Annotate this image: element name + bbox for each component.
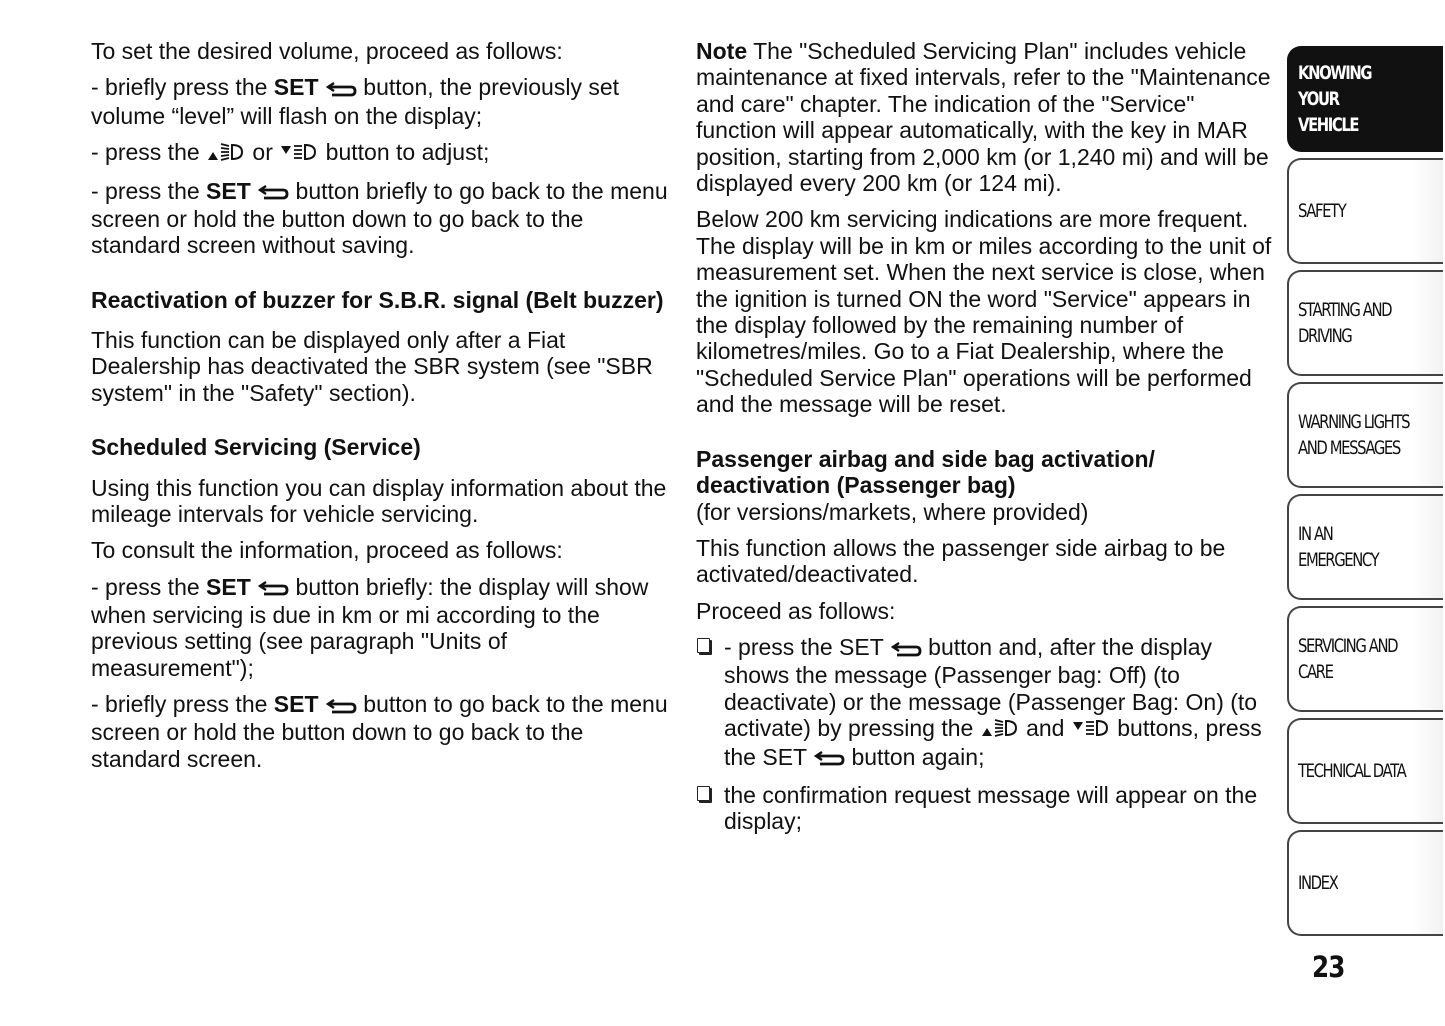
paragraph <box>91 691 671 772</box>
text: button, the previously set volume “level” will flash on the display; <box>91 74 620 129</box>
section-heading: Passenger airbag and side bag activation/ deactivation (Passenger bag) <box>696 445 1155 499</box>
text: button to go back to the menu screen or hold the button down to go back to the standard screen. <box>91 691 668 772</box>
page-number: 23 <box>1312 950 1345 984</box>
set-label: SET <box>206 177 251 204</box>
paragraph: To consult the information, proceed as follows: <box>91 537 563 564</box>
tab-label: TECHNICAL DATA <box>1298 760 1406 782</box>
paragraph <box>91 178 671 259</box>
down-headlight-icon <box>1071 716 1111 743</box>
paragraph: This function allows the passenger side airbag to be activated/deactivated. <box>696 534 1226 588</box>
section-heading: Reactivation of buzzer for S.B.R. signal (Belt buzzer) <box>91 286 664 313</box>
paragraph: This function can be displayed only after a Fiat Dealership has deactivated the SBR system (see "SBR system" in the "Safety" section). <box>91 326 653 406</box>
tab-warning-lights[interactable] <box>1287 382 1443 488</box>
set-return-icon <box>325 693 357 719</box>
text: button to adjust; <box>319 138 490 165</box>
set-return-icon <box>325 76 357 102</box>
up-headlight-icon <box>206 140 246 167</box>
tab-label: SERVICING AND CARE <box>1298 635 1398 683</box>
set-label: SET <box>273 74 319 101</box>
text: - press the <box>91 573 207 600</box>
note-label: Note <box>696 38 748 64</box>
paragraph: To set the desired volume, proceed as follows: <box>91 38 563 64</box>
tab-label: IN AN EMERGENCY <box>1298 523 1379 571</box>
tab-safety[interactable] <box>1287 158 1443 264</box>
section-heading: Scheduled Servicing (Service) <box>91 434 421 461</box>
tab-in-an-emergency[interactable] <box>1287 494 1443 600</box>
tab-label: INDEX <box>1298 872 1338 894</box>
set-return-icon <box>813 745 845 771</box>
set-return-icon <box>890 636 922 662</box>
up-headlight-icon <box>980 716 1020 743</box>
text: buttons, press the SET <box>724 715 1262 770</box>
text: - press the <box>91 177 207 204</box>
checkbox-bullet-icon <box>697 786 710 801</box>
heading-subtitle: (for versions/markets, where provided) <box>696 498 1089 525</box>
text: - press the <box>91 138 207 165</box>
text: button briefly: the display will show when servicing is due in km or mi according to the previous setting (see paragraph "Units of measurement"); <box>91 573 649 681</box>
tab-label: SAFETY <box>1298 200 1346 222</box>
paragraph: Using this function you can display information about the mileage intervals for vehicle servicing. <box>91 474 667 527</box>
text: the confirmation request message will appear on the display; <box>724 781 1258 835</box>
text: or <box>246 138 280 165</box>
left-column <box>91 38 671 782</box>
text: - briefly press the <box>91 74 274 101</box>
tab-knowing-your-vehicle[interactable] <box>1287 46 1443 152</box>
tab-label: STARTING AND DRIVING <box>1298 299 1392 347</box>
tab-label: WARNING LIGHTS AND MESSAGES <box>1298 411 1410 459</box>
right-column <box>696 38 1276 845</box>
paragraph <box>91 574 671 681</box>
text: and <box>1019 715 1071 742</box>
paragraph: Below 200 km servicing indications are more frequent. The display will be in km or miles according to the unit of measurement set. When the next service is close, when the ignition is turned ON the word "Service" appears in the display followed by the remaining number of kilometres/miles. Go to a Fiat Dealership, where the "Scheduled Service Plan" operations will be performed and the message will be reset. <box>696 206 1272 418</box>
tab-technical-data[interactable] <box>1287 718 1443 824</box>
text: - press the SET <box>724 634 890 661</box>
paragraph: Proceed as follows: <box>696 597 896 624</box>
paragraph <box>91 139 671 168</box>
checkbox-bullet-icon <box>697 638 710 653</box>
text: button again; <box>845 743 985 770</box>
set-return-icon <box>257 575 289 601</box>
set-label: SET <box>273 691 319 718</box>
list-item <box>696 782 1276 835</box>
down-headlight-icon <box>279 140 319 167</box>
paragraph <box>91 74 671 129</box>
note-paragraph <box>696 38 1276 196</box>
text: button and, after the display shows the message (Passenger bag: Off) (to deactivate) or the message (Passenger Bag: On) (to activate) by pressing the <box>724 634 1258 742</box>
tab-servicing-and-care[interactable] <box>1287 606 1443 712</box>
text: - briefly press the <box>91 691 274 718</box>
text: The "Scheduled Servicing Plan" includes vehicle maintenance at fixed intervals, refer to the "Maintenance and care" chapter. The indication of the "Service" function will appear automatically, with the key in MAR position, starting from 2,000 km (or 1,240 mi) and will be displayed every 200 km (or 124 mi). <box>696 38 1271 197</box>
set-return-icon <box>257 179 289 205</box>
set-label: SET <box>206 573 251 600</box>
tab-index[interactable] <box>1287 830 1443 936</box>
tab-label: KNOWING YOUR VEHICLE <box>1298 62 1372 136</box>
list-item <box>696 634 1276 772</box>
text: button briefly to go back to the menu screen or hold the button down to go back to the standard screen without saving. <box>91 177 668 259</box>
tab-starting-and-driving[interactable] <box>1287 270 1443 376</box>
